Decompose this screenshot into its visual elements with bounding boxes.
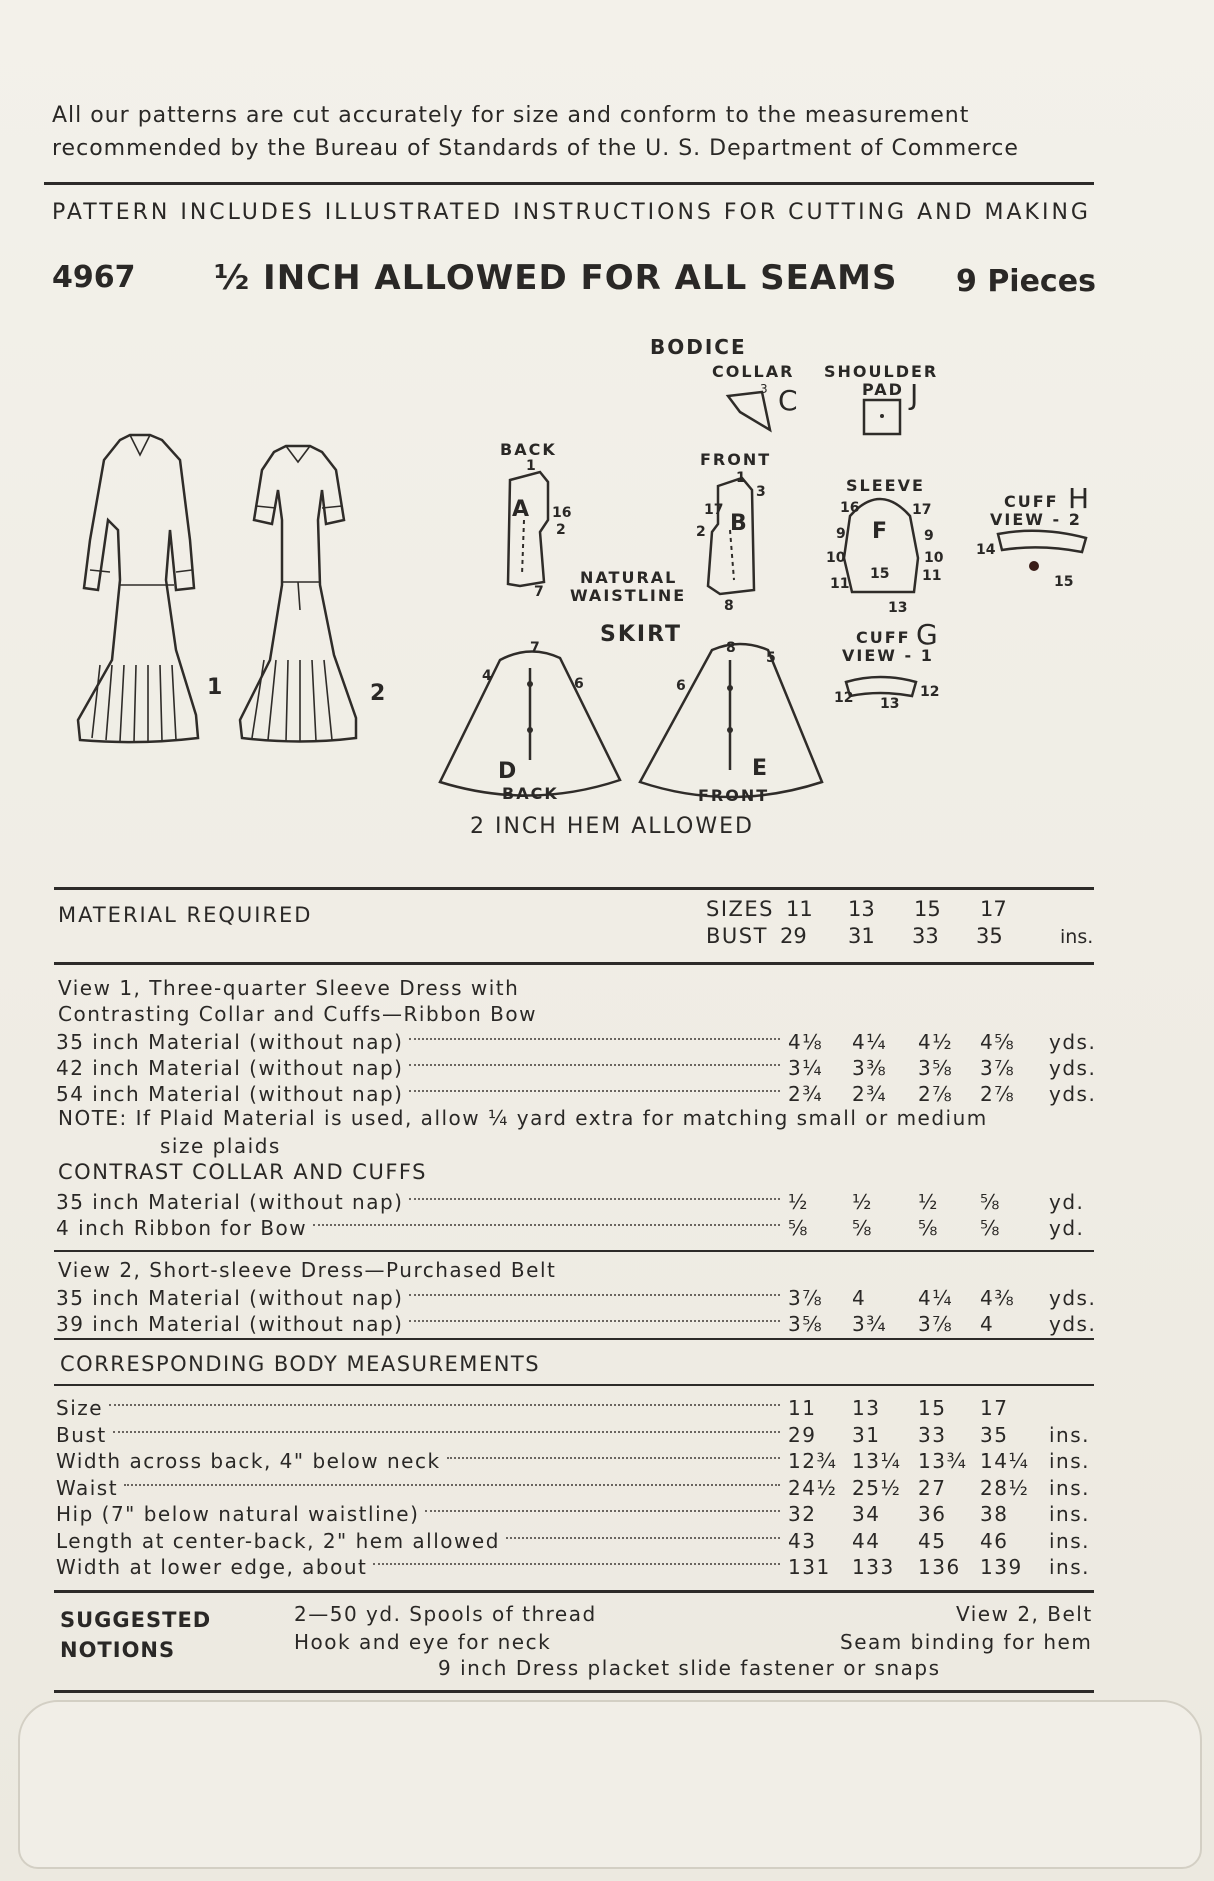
notion-fastener: 9 inch Dress placket slide fastener or snaps (438, 1656, 941, 1680)
leader-dots (409, 1198, 780, 1200)
includes-text: PATTERN INCLUDES ILLUSTRATED INSTRUCTIONS FOR CUTTING AND MAKING (52, 200, 1091, 225)
shoulder-label: SHOULDER (824, 362, 939, 381)
row-value: ½ (788, 1190, 809, 1214)
leader-dots (447, 1457, 780, 1459)
notion-hook: Hook and eye for neck (294, 1630, 552, 1654)
cuff-g-letter: G (916, 618, 938, 651)
row-value: 35 (980, 1422, 1009, 1447)
num-f16: 16 (840, 500, 860, 516)
row-value: 11 (788, 1396, 817, 1420)
notion-belt: View 2, Belt (956, 1602, 1093, 1626)
piece-g-cuff (846, 677, 916, 696)
row-value: ⅝ (852, 1216, 873, 1240)
row-label: Waist (56, 1475, 119, 1500)
num-f10r: 10 (924, 550, 944, 566)
size-11: 11 (786, 897, 813, 921)
leader-dots (313, 1224, 780, 1226)
num-a7: 7 (534, 584, 544, 600)
material-top-rule (54, 887, 1094, 890)
plaid-note-line1: NOTE: If Plaid Material is used, allow ¼ yard extra for matching small or medium (58, 1106, 988, 1130)
row-label: 54 inch Material (without nap) (56, 1082, 404, 1106)
shoulder-letter: J (910, 378, 919, 411)
num-e6: 6 (676, 678, 686, 694)
row-unit: ins. (1049, 1449, 1091, 1473)
skirt-label: SKIRT (600, 622, 683, 647)
view-2-number: 2 (370, 681, 386, 706)
table-row (56, 1216, 1106, 1242)
num-a1: 1 (526, 458, 536, 474)
collar-num: 3 (760, 382, 768, 396)
piece-b-front-bodice (708, 478, 754, 594)
header-rule (44, 182, 1094, 185)
row-unit: yds. (1049, 1030, 1097, 1054)
piece-d-letter: D (498, 759, 517, 784)
piece-c-collar (728, 392, 770, 430)
row-value: ⅝ (980, 1190, 1001, 1214)
row-label: Hip (7" below natural waistline) (56, 1502, 420, 1526)
num-h14: 14 (976, 542, 996, 558)
row-label: Bust (56, 1422, 107, 1447)
piece-a-back-bodice (508, 472, 548, 586)
table-row (56, 1529, 1106, 1555)
leader-dots (425, 1510, 780, 1512)
leader-dots (409, 1090, 780, 1092)
skirt-front-label: FRONT (698, 786, 770, 805)
num-f10l: 10 (826, 550, 846, 566)
row-value: 4⅜ (980, 1286, 1016, 1310)
sizes-label: SIZES (706, 897, 775, 921)
piece-j-shoulder-pad (864, 400, 900, 434)
piece-b-letter: B (730, 511, 747, 536)
table-row (56, 1449, 1106, 1475)
seam-fraction: ½ (214, 258, 251, 298)
table-row (56, 1502, 1106, 1528)
bust-label: BUST (706, 924, 768, 948)
table-row (56, 1476, 1106, 1502)
back-label: BACK (500, 440, 557, 459)
cuff-h-letter: H (1068, 482, 1090, 515)
table-row (56, 1082, 1106, 1108)
bust-31: 31 (848, 924, 875, 948)
row-value: 4¼ (918, 1286, 954, 1310)
leader-dots (373, 1563, 780, 1565)
num-e8: 8 (726, 640, 736, 656)
leader-dots (113, 1431, 780, 1433)
row-unit: yds. (1049, 1286, 1097, 1310)
row-value: 3⅞ (788, 1286, 824, 1310)
leader-dots (409, 1064, 780, 1066)
bust-33: 33 (912, 924, 939, 948)
row-value: 31 (852, 1422, 881, 1447)
row-value: 17 (980, 1396, 1009, 1420)
view2-line1: View 2, Short-sleeve Dress—Purchased Belt (58, 1258, 557, 1282)
view1-line2: Contrasting Collar and Cuffs—Ribbon Bow (58, 1002, 537, 1026)
cuff-g-label: CUFF (856, 628, 911, 647)
body-header-rule (54, 1384, 1094, 1386)
bodice-label: BODICE (650, 335, 747, 359)
front-label: FRONT (700, 450, 772, 469)
leader-dots (409, 1038, 780, 1040)
num-f13: 13 (888, 600, 908, 616)
table-row (56, 1286, 1106, 1312)
row-value: 14¼ (980, 1449, 1030, 1473)
num-a16: 16 (552, 505, 572, 521)
row-unit: yd. (1049, 1190, 1085, 1214)
row-value: 4¼ (852, 1030, 888, 1054)
row-value: 139 (980, 1555, 1023, 1579)
row-value: ½ (852, 1190, 873, 1214)
num-f11r: 11 (922, 568, 942, 584)
table-row (56, 1056, 1106, 1082)
contrast-title: CONTRAST COLLAR AND CUFFS (58, 1160, 427, 1184)
plaid-note-line2: size plaids (160, 1134, 281, 1158)
intro-line-1: All our patterns are cut accurately for size and conform to the measurement (52, 103, 970, 128)
notions-title-1: SUGGESTED (60, 1608, 212, 1632)
cuff-g-view: VIEW - 1 (842, 646, 934, 665)
num-b3: 3 (756, 484, 766, 500)
row-value: 12¾ (788, 1449, 838, 1473)
size-13: 13 (848, 897, 875, 921)
table-row (56, 1312, 1106, 1338)
row-unit: ins. (1049, 1475, 1091, 1500)
natural-label: NATURAL (580, 568, 678, 587)
row-value: 38 (980, 1502, 1009, 1526)
row-value: 28½ (980, 1475, 1030, 1500)
sizes-ins: ins. (1060, 926, 1094, 948)
pieces-count: 9 Pieces (956, 264, 1096, 299)
row-value: 4⅛ (788, 1030, 824, 1054)
size-17: 17 (980, 897, 1007, 921)
row-label: Length at center-back, 2" hem allowed (56, 1528, 500, 1553)
leader-dots (409, 1320, 780, 1322)
num-h15: 15 (1054, 574, 1074, 590)
notions-title-2: NOTIONS (60, 1638, 176, 1662)
table-row (56, 1030, 1106, 1056)
piece-h-cuff (998, 531, 1086, 571)
num-g12l: 12 (834, 690, 854, 706)
piece-f-letter: F (872, 519, 888, 544)
row-label: 39 inch Material (without nap) (56, 1312, 404, 1336)
num-b8: 8 (724, 598, 734, 614)
body-title: CORRESPONDING BODY MEASUREMENTS (60, 1352, 541, 1376)
leader-dots (409, 1294, 780, 1296)
row-unit: ins. (1049, 1555, 1091, 1579)
view-1-number: 1 (207, 675, 223, 700)
row-value: 3⅜ (852, 1056, 888, 1080)
num-f9r: 9 (924, 528, 934, 544)
num-d4: 4 (482, 668, 492, 684)
row-value: 2⅞ (980, 1082, 1016, 1106)
pattern-number: 4967 (52, 260, 136, 295)
row-label: Size (56, 1396, 104, 1420)
row-label: 42 inch Material (without nap) (56, 1056, 404, 1080)
skirt-back-label: BACK (502, 784, 559, 803)
view2-rule (54, 1250, 1094, 1252)
collar-letter: C (778, 384, 798, 417)
row-value: 34 (852, 1502, 881, 1526)
row-value: 2¾ (852, 1082, 888, 1106)
notion-thread: 2—50 yd. Spools of thread (294, 1602, 597, 1626)
piece-e-letter: E (752, 756, 768, 781)
row-value: ⅝ (980, 1216, 1001, 1240)
sleeve-label: SLEEVE (846, 476, 925, 495)
row-value: 46 (980, 1528, 1009, 1553)
num-e5: 5 (766, 650, 776, 666)
envelope-flap (18, 1700, 1202, 1869)
cuff-h-label: CUFF (1004, 492, 1059, 511)
material-header-rule (54, 962, 1094, 965)
table-row (56, 1423, 1106, 1449)
collar-label: COLLAR (712, 362, 795, 381)
row-value: 3⅞ (918, 1312, 954, 1336)
intro-line-2: recommended by the Bureau of Standards of the U. S. Department of Commerce (52, 136, 1019, 161)
row-value: 27 (918, 1475, 947, 1500)
row-value: 15 (918, 1396, 947, 1420)
row-unit: yds. (1049, 1312, 1097, 1336)
row-value: 13¾ (918, 1449, 968, 1473)
dress-view-2-sketch (240, 446, 356, 742)
num-d6: 6 (574, 676, 584, 692)
row-value: 3⅞ (980, 1056, 1016, 1080)
notions-top-rule (54, 1590, 1094, 1593)
piece-d-skirt-back (440, 651, 620, 795)
seam-allowance-title (214, 258, 898, 298)
row-label: 4 inch Ribbon for Bow (56, 1216, 308, 1240)
seam-text: INCH ALLOWED FOR ALL SEAMS (263, 258, 898, 298)
row-value: 4 (980, 1312, 995, 1336)
row-label: 35 inch Material (without nap) (56, 1190, 404, 1214)
row-unit: yd. (1049, 1216, 1085, 1240)
row-value: 43 (788, 1528, 817, 1553)
notion-binding: Seam binding for hem (840, 1630, 1093, 1654)
row-value: 2¾ (788, 1082, 824, 1106)
row-value: 13 (852, 1396, 881, 1420)
row-value: 29 (788, 1422, 817, 1447)
view1-line1: View 1, Three-quarter Sleeve Dress with (58, 976, 520, 1000)
num-b2: 2 (696, 524, 706, 540)
num-f17: 17 (912, 502, 932, 518)
row-unit: ins. (1049, 1422, 1091, 1447)
bust-29: 29 (780, 924, 807, 948)
waistline-label: WAISTLINE (570, 586, 687, 605)
row-value: ⅝ (788, 1216, 809, 1240)
row-value: 44 (852, 1528, 881, 1553)
num-b17: 17 (704, 502, 724, 518)
table-row (56, 1190, 1106, 1216)
row-value: 4½ (918, 1030, 954, 1054)
leader-dots (124, 1484, 780, 1486)
row-value: 4⅝ (980, 1030, 1016, 1054)
row-value: 36 (918, 1502, 947, 1526)
row-label: 35 inch Material (without nap) (56, 1286, 404, 1310)
num-g13: 13 (880, 696, 900, 712)
num-f15: 15 (870, 566, 890, 582)
hem-label: 2 INCH HEM ALLOWED (470, 814, 754, 839)
row-value: 32 (788, 1502, 817, 1526)
row-value: 2⅞ (918, 1082, 954, 1106)
row-unit: ins. (1049, 1502, 1091, 1526)
table-row (56, 1396, 1106, 1422)
row-value: 3⅝ (788, 1312, 824, 1336)
row-unit: yds. (1049, 1082, 1097, 1106)
material-title: MATERIAL REQUIRED (58, 903, 313, 927)
row-value: 45 (918, 1528, 947, 1553)
num-g12r: 12 (920, 684, 940, 700)
row-value: ⅝ (918, 1216, 939, 1240)
piece-a-letter: A (512, 497, 530, 522)
pad-label: PAD (862, 380, 904, 399)
num-f9l: 9 (836, 526, 846, 542)
row-value: 3⅝ (918, 1056, 954, 1080)
leader-dots (506, 1537, 780, 1539)
row-value: 133 (852, 1555, 895, 1579)
dress-view-1-sketch (78, 435, 198, 742)
num-b1: 1 (736, 470, 746, 486)
num-f11l: 11 (830, 576, 850, 592)
row-label: Width at lower edge, about (56, 1555, 368, 1579)
body-top-rule (54, 1338, 1094, 1340)
row-value: 3¼ (788, 1056, 824, 1080)
cuff-h-view: VIEW - 2 (990, 510, 1082, 529)
row-value: ½ (918, 1190, 939, 1214)
row-value: 3¾ (852, 1312, 888, 1336)
row-value: 131 (788, 1555, 831, 1579)
row-value: 13¼ (852, 1449, 902, 1473)
row-label: 35 inch Material (without nap) (56, 1030, 404, 1054)
row-value: 4 (852, 1286, 867, 1310)
row-value: 25½ (852, 1475, 902, 1500)
row-unit: ins. (1049, 1528, 1091, 1553)
num-d7: 7 (530, 640, 540, 656)
table-row (56, 1555, 1106, 1581)
piece-e-skirt-front (640, 644, 822, 797)
num-a2: 2 (556, 522, 566, 538)
size-15: 15 (914, 897, 941, 921)
row-label: Width across back, 4" below neck (56, 1449, 441, 1473)
row-value: 24½ (788, 1475, 838, 1500)
bust-35: 35 (976, 924, 1003, 948)
row-value: 136 (918, 1555, 961, 1579)
row-value: 33 (918, 1422, 947, 1447)
row-unit: yds. (1049, 1056, 1097, 1080)
notions-bottom-rule (54, 1690, 1094, 1693)
leader-dots (109, 1404, 780, 1406)
